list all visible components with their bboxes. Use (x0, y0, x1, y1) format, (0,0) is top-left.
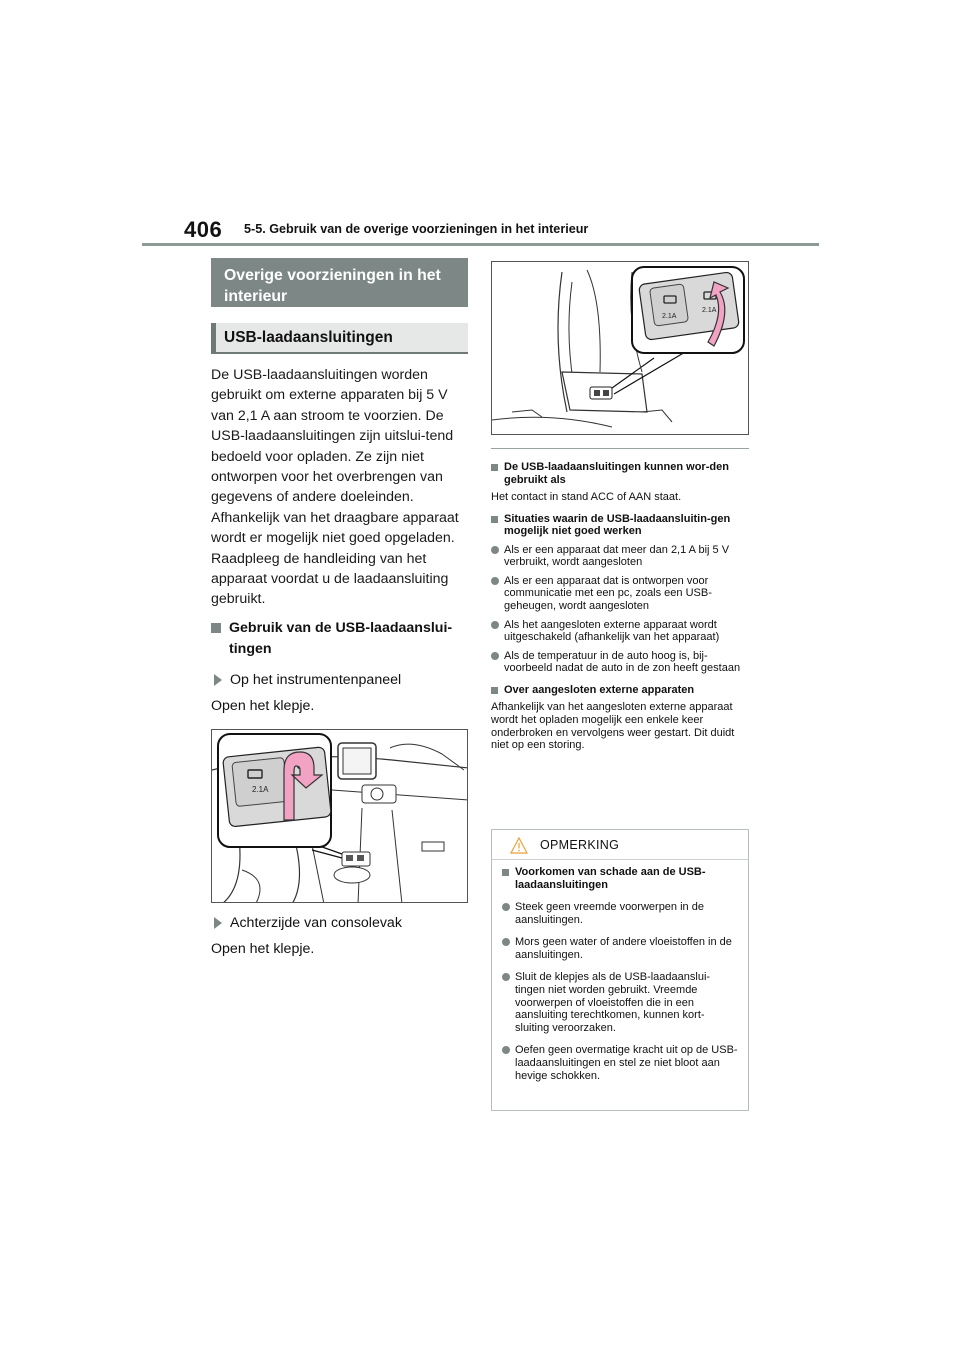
list-item: Oefen geen overmatige kracht uit op de USB-laadaansluitingen en stel ze niet bloot aan hevige schokken. (502, 1044, 738, 1082)
dot-bullet-icon (502, 1046, 510, 1054)
square-bullet-icon (502, 869, 509, 876)
chapter-banner: Overige voorzieningen in het interieur (211, 258, 468, 307)
warning-triangle-icon (510, 837, 528, 854)
step2-location-text: Achterzijde van consolevak (230, 914, 402, 931)
info-heading-1 (491, 461, 749, 486)
list-item: Als er een apparaat dat is ontworpen voor communicatie met een pc, zoals een USB-geheugen, wordt aangesloten (491, 575, 749, 613)
left-column (211, 258, 468, 959)
square-bullet-icon (491, 464, 498, 471)
info-heading-3-text: Over aangesloten externe apparaten (504, 683, 695, 696)
step1-location-text: Op het instrumentenpaneel (230, 671, 402, 688)
dot-bullet-icon (491, 621, 499, 629)
info-heading-2 (491, 513, 749, 538)
dot-bullet-icon (502, 973, 510, 981)
dot-bullet-icon (491, 546, 499, 554)
usb-port-label-1: 2.1A (252, 784, 269, 794)
list-item: Sluit de klepjes als de USB-laadaanslui-tingen niet worden gebruikt. Vreemde voorwerpen of vloeistoffen die in een aansluiting terechtkomen, kunnen kort-sluiting veroorzaken. (502, 971, 738, 1034)
dot-bullet-icon (491, 577, 499, 585)
triangle-bullet-icon (214, 917, 222, 929)
dot-bullet-icon (491, 652, 499, 660)
dashboard-illustration (212, 730, 468, 903)
square-bullet-icon (211, 623, 221, 633)
separator-rule (491, 448, 749, 449)
notice-heading-text: Voorkomen van schade aan de USB-laadaansluitingen (515, 866, 706, 891)
triangle-bullet-icon (214, 674, 222, 686)
dot-bullet-icon (502, 903, 510, 911)
step2-location (211, 913, 468, 933)
topic-heading: USB-laadaansluitingen (211, 323, 468, 354)
step1-action: Open het klepje. (211, 697, 315, 714)
info-text-1: Het contact in stand ACC of AAN staat. (491, 491, 682, 503)
info-heading-3 (491, 684, 749, 697)
square-bullet-icon (491, 687, 498, 694)
notice-heading (502, 866, 738, 891)
dot-bullet-icon (502, 938, 510, 946)
figure-instrument-panel (211, 729, 468, 903)
list-item: Als het aangesloten externe apparaat wordt uitgeschakeld (afhankelijk van het apparaat) (491, 619, 749, 644)
list-item: Steek geen vreemde voorwerpen in de aansluitingen. (502, 901, 738, 926)
usage-heading (211, 618, 468, 660)
info-text-3: Afhankelijk van het aangesloten externe apparaat wordt het opladen mogelijk een enkele keer onderbroken en vervolgens weer gestart. Dit duidt niet op een storing. (491, 701, 735, 752)
usb-port-label-3: 2.1A (662, 313, 677, 320)
info-heading-2-text: Situaties waarin de USB-laadaansluitin-gen mogelijk niet goed werken (504, 512, 731, 538)
intro-paragraph: De USB-laadaansluitingen worden gebruikt om externe apparaten bij 5 V van 2,1 A aan stroom te voorzien. De USB-laadaansluitingen zijn uitslui-tend bedoeld voor opladen. Ze zijn niet ontworpen voor het overbrengen van gegevens of andere doeleinden. Afhankelijk van het draagbare apparaat wordt er mogelijk niet goed opgeladen. Raadpleeg de handleiding van het apparaat voordat u de laadaansluiting gebruikt. (211, 367, 459, 608)
step1-location (211, 670, 468, 690)
square-bullet-icon (491, 516, 498, 523)
figure-console-rear (491, 261, 749, 435)
list-item: Als de temperatuur in de auto hoog is, bij-voorbeeld nadat de auto in de zon heeft gestaan (491, 650, 749, 675)
step2-action: Open het klepje. (211, 940, 315, 957)
usb-port-label-4: 2.1A (702, 307, 717, 314)
page-number: 406 (184, 217, 223, 242)
right-column (491, 455, 749, 752)
usage-heading-text: Gebruik van de USB-laadaanslui-tingen (229, 619, 453, 657)
list-item: Mors geen water of andere vloeistoffen in de aansluitingen. (502, 936, 738, 961)
section-title: 5-5. Gebruik van de overige voorzieningen in het interieur (244, 222, 589, 236)
notice-body (492, 866, 748, 1082)
notice-title: OPMERKING (540, 838, 620, 852)
notice-box (491, 829, 749, 1111)
header-rule (142, 243, 819, 246)
console-rear-illustration (492, 262, 749, 435)
list-item: Als er een apparaat dat meer dan 2,1 A bij 5 V verbruikt, wordt aangesloten (491, 544, 749, 569)
info-heading-1-text: De USB-laadaansluitingen kunnen wor-den gebruikt als (504, 461, 729, 486)
notice-title-bar (492, 830, 748, 860)
